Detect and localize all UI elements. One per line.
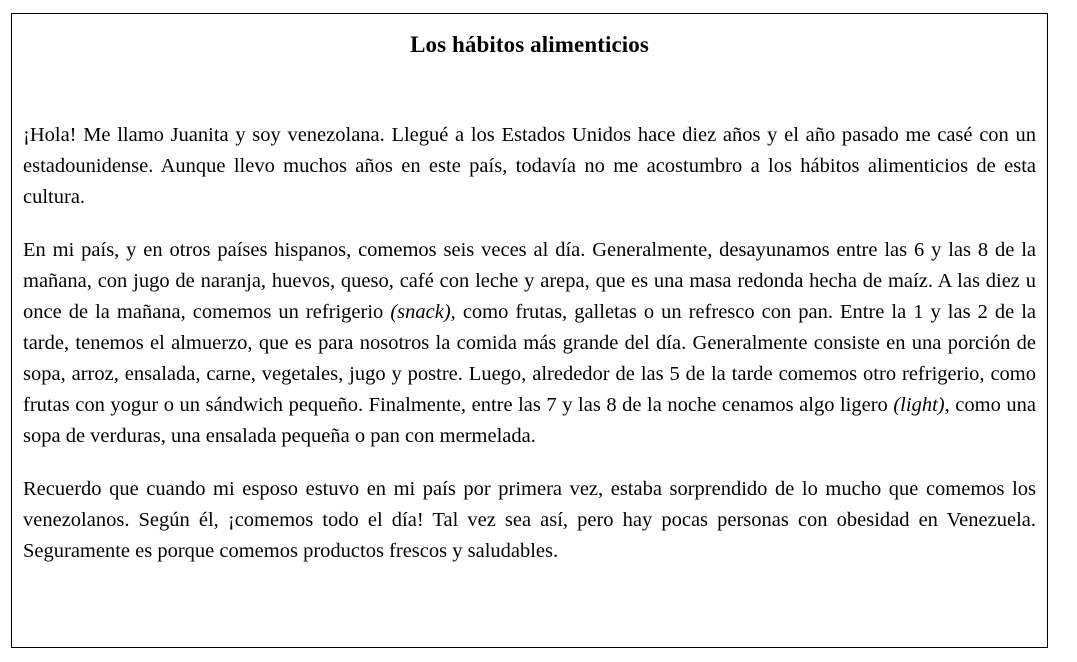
paragraph-2-run-1: (snack), [390,301,456,323]
paragraph-2-run-0: En mi país, y en otros países hispanos, comemos seis veces al día. Generalmente, desayunamos entre las 6 y las 8 de la mañana, con jugo de naranja, huevos, queso, café con leche y arepa, que es una masa redonda hecha de maíz. A las diez u once de la mañana, comemos un refrigerio [23,239,1036,323]
paragraph-3-run-0: Recuerdo que cuando mi esposo estuvo en mi país por primera vez, estaba sorprendido de lo mucho que comemos los venezolanos. Según él, ¡comemos todo el día! Tal vez sea así, pero hay pocas personas con obesidad en Venezuela. Seguramente es porque comemos productos frescos y saludables. [23,478,1036,562]
document-body [23,120,1036,567]
paragraph-2-run-3: (light), [893,394,950,416]
paragraph-2-run-2: como frutas, galletas o un refresco con pan. Entre la 1 y las 2 de la tarde, tenemos el almuerzo, que es para nosotros la comida más grande del día. Generalmente consiste en una porción de sopa, arroz, ensalada, carne, vegetales, jugo y postre. Luego, alrededor de las 5 de la tarde comemos otro refrigerio, como frutas con yogur o un sándwich pequeño. Finalmente, entre las 7 y las 8 de la noche cenamos algo ligero [23,301,1037,416]
paragraph-2 [23,235,1036,452]
page-title: Los hábitos alimenticios [410,32,649,57]
paragraph-1-run-0: ¡Hola! Me llamo Juanita y soy venezolana. Llegué a los Estados Unidos hace diez años y el año pasado me casé con un estadounidense. Aunque llevo muchos años en este país, todavía no me acostumbro a los hábitos alimenticios de esta cultura. [23,124,1036,208]
document-content-area [23,14,1036,647]
paragraph-2-run-4: como una sopa de verduras, una ensalada pequeña o pan con mermelada. [23,394,1036,447]
document-page [11,13,1048,648]
paragraph-1 [23,120,1036,213]
paragraph-3 [23,474,1036,567]
